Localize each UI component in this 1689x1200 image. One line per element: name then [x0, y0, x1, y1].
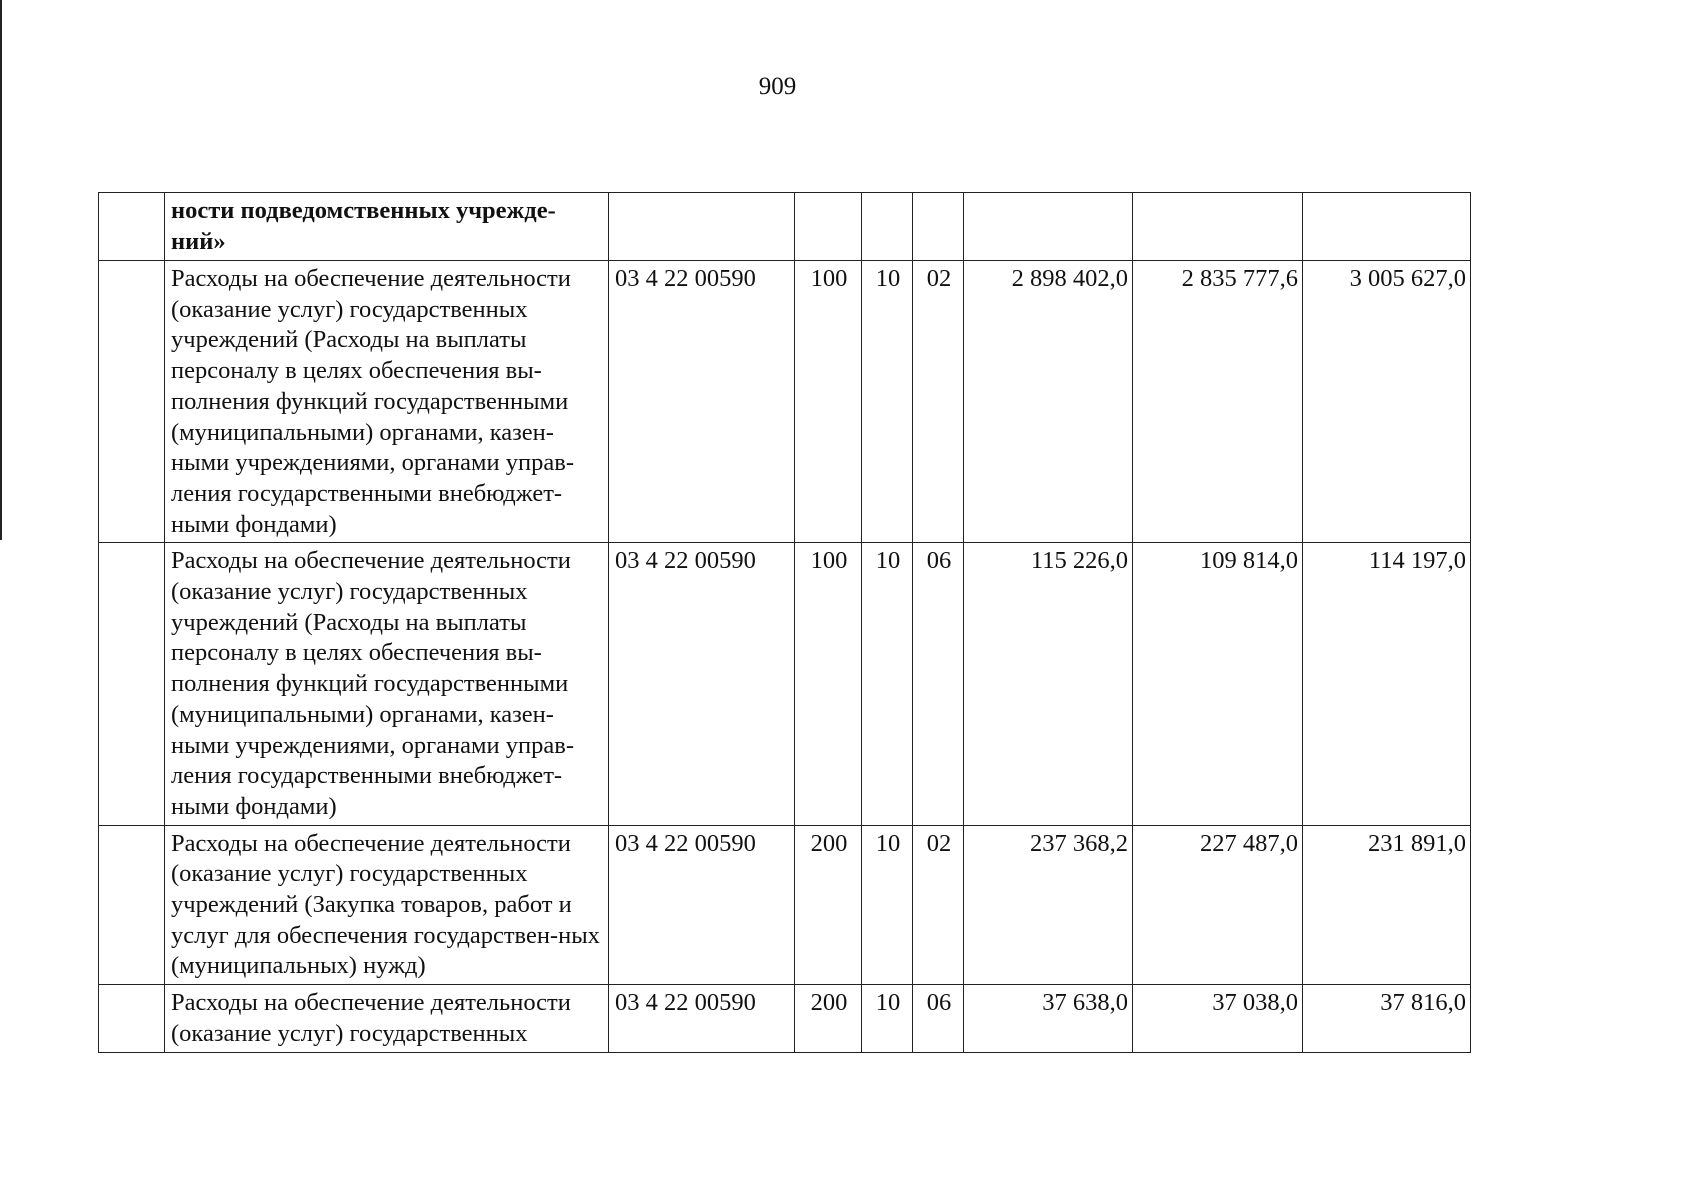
amount-3-cell: 3 005 627,0 — [1303, 261, 1471, 543]
csr-cell: 03 4 22 00590 — [609, 261, 795, 543]
amount-1-cell: 2 898 402,0 — [964, 261, 1133, 543]
row-number-cell — [99, 261, 165, 543]
row-number-cell — [99, 543, 165, 825]
description-cell: Расходы на обеспечение деятельности (оказание услуг) государственных — [165, 985, 609, 1052]
pr-cell: 02 — [913, 261, 964, 543]
description-cell: Расходы на обеспечение деятельности (оказание услуг) государственных учреждений (Расходы на выплаты персоналу в целях обеспечения вы-полнения функций государственными (муниципальными) органами, казен-ными учреждениями, органами управ-ления государственными внебюджет-ными фондами) — [165, 261, 609, 543]
amount-2-cell: 109 814,0 — [1133, 543, 1303, 825]
page-number: 909 — [758, 73, 797, 100]
amount-3-cell: 231 891,0 — [1303, 825, 1471, 985]
rz-cell: 10 — [862, 261, 913, 543]
row-number-cell — [99, 193, 165, 261]
vr-cell: 200 — [795, 825, 862, 985]
amount-1-cell — [964, 193, 1133, 261]
pr-cell — [913, 193, 964, 261]
description-cell: Расходы на обеспечение деятельности (оказание услуг) государственных учреждений (Закупка товаров, работ и услуг для обеспечения государствен-ных (муниципальных) нужд) — [165, 825, 609, 985]
amount-1-cell: 37 638,0 — [964, 985, 1133, 1052]
vr-cell: 100 — [795, 261, 862, 543]
amount-2-cell: 37 038,0 — [1133, 985, 1303, 1052]
csr-cell — [609, 193, 795, 261]
rz-cell: 10 — [862, 543, 913, 825]
table-row — [99, 543, 1471, 825]
amount-1-cell: 115 226,0 — [964, 543, 1133, 825]
amount-2-cell: 227 487,0 — [1133, 825, 1303, 985]
amount-3-cell: 37 816,0 — [1303, 985, 1471, 1052]
amount-2-cell — [1133, 193, 1303, 261]
table-row — [99, 985, 1471, 1052]
amount-2-cell: 2 835 777,6 — [1133, 261, 1303, 543]
rz-cell: 10 — [862, 825, 913, 985]
row-number-cell — [99, 985, 165, 1052]
vr-cell — [795, 193, 862, 261]
pr-cell: 06 — [913, 985, 964, 1052]
rz-cell — [862, 193, 913, 261]
table-row — [99, 193, 1471, 261]
amount-3-cell — [1303, 193, 1471, 261]
row-number-cell — [99, 825, 165, 985]
vr-cell: 200 — [795, 985, 862, 1052]
rz-cell: 10 — [862, 985, 913, 1052]
csr-cell: 03 4 22 00590 — [609, 543, 795, 825]
table-row — [99, 261, 1471, 543]
table-row — [99, 825, 1471, 985]
vr-cell: 100 — [795, 543, 862, 825]
pr-cell: 02 — [913, 825, 964, 985]
budget-table — [98, 192, 1471, 1053]
csr-cell: 03 4 22 00590 — [609, 825, 795, 985]
amount-1-cell: 237 368,2 — [964, 825, 1133, 985]
amount-3-cell: 114 197,0 — [1303, 543, 1471, 825]
pr-cell: 06 — [913, 543, 964, 825]
csr-cell: 03 4 22 00590 — [609, 985, 795, 1052]
description-cell: Расходы на обеспечение деятельности (оказание услуг) государственных учреждений (Расходы на выплаты персоналу в целях обеспечения вы-полнения функций государственными (муниципальными) органами, казен-ными учреждениями, органами управ-ления государственными внебюджет-ными фондами) — [165, 543, 609, 825]
description-cell: ности подведомственных учрежде-ний» — [165, 193, 609, 261]
